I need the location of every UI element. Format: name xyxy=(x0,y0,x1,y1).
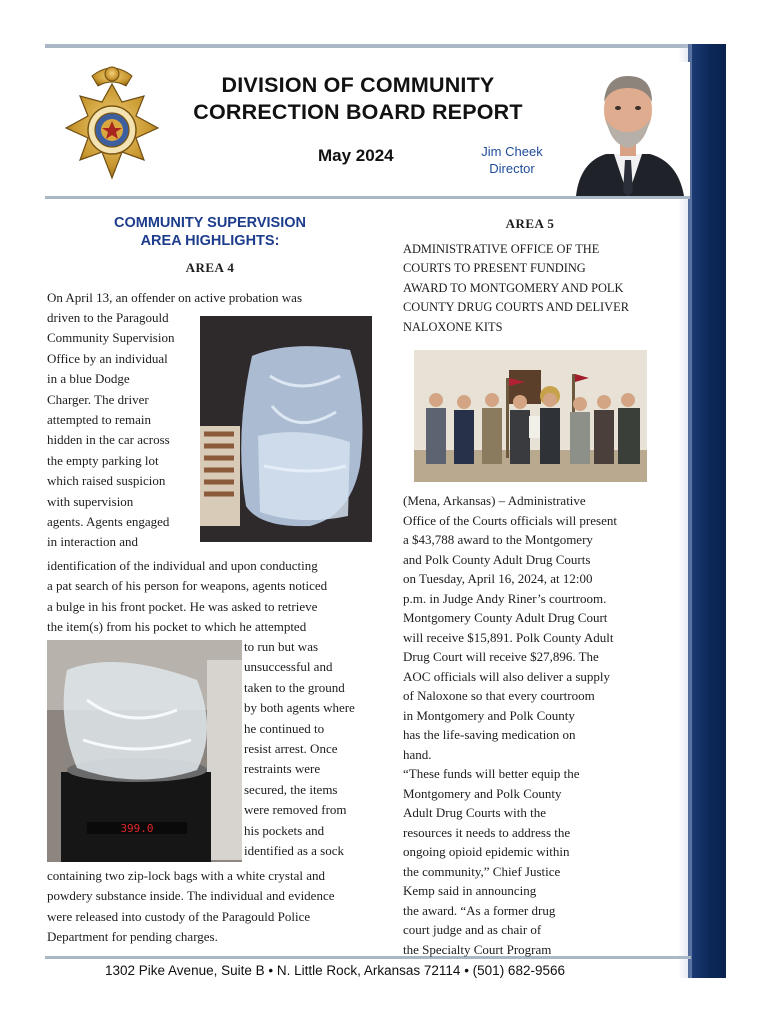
area-5-body xyxy=(403,491,643,959)
text-line: on Tuesday, April 16, 2024, at 12:00 xyxy=(403,571,593,586)
director-name: Jim Cheek xyxy=(481,144,543,159)
report-title xyxy=(178,72,538,126)
area-4-wrap-text xyxy=(47,308,197,553)
footer-address: 1302 Pike Avenue, Suite B • N. Little Rock, Arkansas 72114 • (501) 682-9566 xyxy=(105,963,565,978)
scale-readout: 399.0 xyxy=(120,822,154,835)
title-line-1: DIVISION OF COMMUNITY xyxy=(221,73,495,97)
evidence-scale-photo xyxy=(47,640,242,862)
text-line: Adult Drug Courts with the xyxy=(403,805,546,820)
text-line: secured, the items xyxy=(244,781,338,797)
text-line: “These funds will better equip the xyxy=(403,766,580,781)
section-heading-line-2: AREA HIGHLIGHTS: xyxy=(140,233,280,249)
area-4-wrap-text-2 xyxy=(244,637,374,861)
text-line: his pockets and xyxy=(244,822,325,838)
evidence-bag-photo xyxy=(200,316,372,542)
text-line: court judge and as chair of xyxy=(403,922,542,937)
text-line: Montgomery and Polk County xyxy=(403,785,562,801)
text-line: powdery substance inside. The individual and evidence xyxy=(47,888,335,904)
text-line: Montgomery County Adult Drug Court xyxy=(403,610,608,625)
text-line: of Naloxone so that every courtroom xyxy=(403,688,595,703)
text-line: driven to the Paragould xyxy=(47,310,169,325)
text-line: resist arrest. Once xyxy=(244,741,338,757)
text-line: containing two zip-lock bags with a white crystal and xyxy=(47,868,325,883)
section-heading xyxy=(90,214,330,250)
text-line: hand. xyxy=(403,746,432,762)
text-line: the item(s) from his pocket to which he attempted xyxy=(47,619,307,635)
text-line: agents. Agents engaged xyxy=(47,514,170,530)
area-5-headline xyxy=(403,240,665,337)
text-line: identified as a sock xyxy=(244,843,344,859)
side-band xyxy=(688,44,726,978)
director-role: Director xyxy=(489,161,535,176)
text-line: the Specialty Court Program xyxy=(403,941,552,957)
text-line: attempted to remain xyxy=(47,412,151,428)
header-rule xyxy=(45,196,690,199)
text-line: taken to the ground xyxy=(244,679,345,695)
text-line: were released into custody of the Paragould Police xyxy=(47,908,311,924)
text-line: a bulge in his front pocket. He was asked to retrieve xyxy=(47,598,318,614)
text-line: and Polk County Adult Drug Courts xyxy=(403,551,591,567)
text-line: resources it needs to address the xyxy=(403,824,571,840)
text-line: Kemp said in announcing xyxy=(403,883,537,898)
text-line: by both agents where xyxy=(244,700,355,716)
headline-line: COURTS TO PRESENT FUNDING xyxy=(403,261,586,276)
text-line: p.m. in Judge Andy Riner’s courtroom. xyxy=(403,590,607,606)
text-line: to run but was xyxy=(244,639,319,654)
headline-line: ADMINISTRATIVE OFFICE OF THE xyxy=(403,242,600,256)
area-5-label: AREA 5 xyxy=(505,216,555,231)
headline-line: AWARD TO MONTGOMERY AND POLK xyxy=(403,280,624,295)
text-line: the award. “As a former drug xyxy=(403,902,556,918)
text-line: AOC officials will also deliver a supply xyxy=(403,668,611,684)
text-line: in interaction and xyxy=(47,534,138,550)
group-photo xyxy=(414,350,647,482)
division-badge-logo xyxy=(62,62,162,182)
text-line: Charger. The driver xyxy=(47,391,149,407)
text-line: Community Supervision xyxy=(47,330,175,346)
headline-line: COUNTY DRUG COURTS AND DELIVER xyxy=(403,300,629,315)
text-line: a $43,788 award to the Montgomery xyxy=(403,532,593,547)
text-line: Office of the Courts officials will present xyxy=(403,512,617,528)
text-line: (Mena, Arkansas) – Administrative xyxy=(403,493,586,508)
text-line: which raised suspicion xyxy=(47,473,166,489)
text-line: unsuccessful and xyxy=(244,659,333,675)
text-line: with supervision xyxy=(47,493,134,509)
text-line: Office by an individual xyxy=(47,350,168,366)
area-4-lead: On April 13, an offender on active probation was xyxy=(47,290,302,305)
text-line: restraints were xyxy=(244,761,321,777)
text-line: Department for pending charges. xyxy=(47,929,218,945)
text-line: the empty parking lot xyxy=(47,452,159,468)
text-line: hidden in the car across xyxy=(47,432,170,448)
text-line: has the life-saving medication on xyxy=(403,727,576,742)
text-line: in a blue Dodge xyxy=(47,371,130,387)
headline-line: NALOXONE KITS xyxy=(403,319,503,334)
text-line: a pat search of his person for weapons, agents noticed xyxy=(47,578,328,594)
text-line: the community,” Chief Justice xyxy=(403,863,561,879)
area-4-closing-text xyxy=(47,866,377,948)
section-heading-line-1: COMMUNITY SUPERVISION xyxy=(113,215,307,231)
text-line: Drug Court will receive $27,896. The xyxy=(403,649,599,664)
text-line: were removed from xyxy=(244,802,347,818)
text-line: identification of the individual and upon conducting xyxy=(47,558,318,573)
director-portrait xyxy=(566,62,690,196)
text-line: ongoing opioid epidemic within xyxy=(403,844,570,859)
title-line-2: CORRECTION BOARD REPORT xyxy=(193,100,523,124)
text-line: he continued to xyxy=(244,720,325,736)
report-date: May 2024 xyxy=(318,146,394,165)
area-4-label: AREA 4 xyxy=(185,260,235,275)
text-line: will receive $15,891. Polk County Adult xyxy=(403,629,614,645)
area-4-full-text xyxy=(47,556,367,638)
top-rule xyxy=(45,44,700,48)
text-line: in Montgomery and Polk County xyxy=(403,707,575,723)
